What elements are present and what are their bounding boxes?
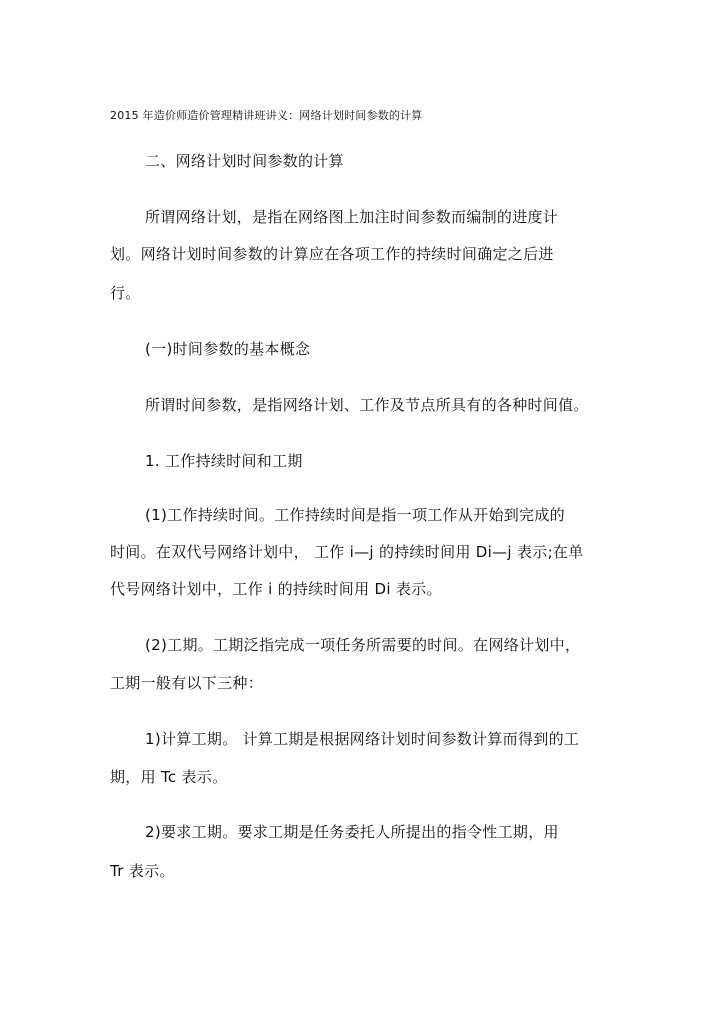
paragraph-line: 所谓时间参数，是指网络计划、工作及节点所具有的各种时间值。 [145, 396, 589, 414]
numbered-heading: 1. 工作持续时间和工期 [145, 452, 303, 470]
section-heading: 二、网络计划时间参数的计算 [145, 152, 344, 170]
paragraph-line: Tr 表示。 [110, 862, 175, 880]
page-header: 2015 年造价师造价管理精讲班讲义：网络计划时间参数的计算 [110, 109, 423, 122]
paragraph-line: (2)工期。工期泛指完成一项任务所需要的时间。在网络计划中， [145, 636, 581, 654]
paragraph-line: 行。 [110, 284, 141, 302]
paragraph-line: 1)计算工期。 计算工期是根据网络计划时间参数计算而得到的工 [145, 730, 580, 748]
paragraph-line: 所谓网络计划，是指在网络图上加注时间参数而编制的进度计 [145, 208, 559, 226]
paragraph-line: 划。网络计划时间参数的计算应在各项工作的持续时间确定之后进 [110, 245, 554, 263]
paragraph-line: (1)工作持续时间。工作持续时间是指一项工作从开始到完成的 [145, 506, 565, 524]
subsection-heading: (一)时间参数的基本概念 [145, 340, 311, 358]
paragraph-line: 代号网络计划中，工作 i 的持续时间用 Di 表示。 [110, 580, 442, 598]
paragraph-line: 时间。在双代号网络计划中， 工作 i—j 的持续时间用 Di—j 表示;在单 [110, 543, 584, 561]
paragraph-line: 工期一般有以下三种： [110, 674, 264, 692]
paragraph-line: 期，用 Tc 表示。 [110, 768, 228, 786]
paragraph-line: 2)要求工期。要求工期是任务委托人所提出的指令性工期，用 [145, 823, 559, 841]
